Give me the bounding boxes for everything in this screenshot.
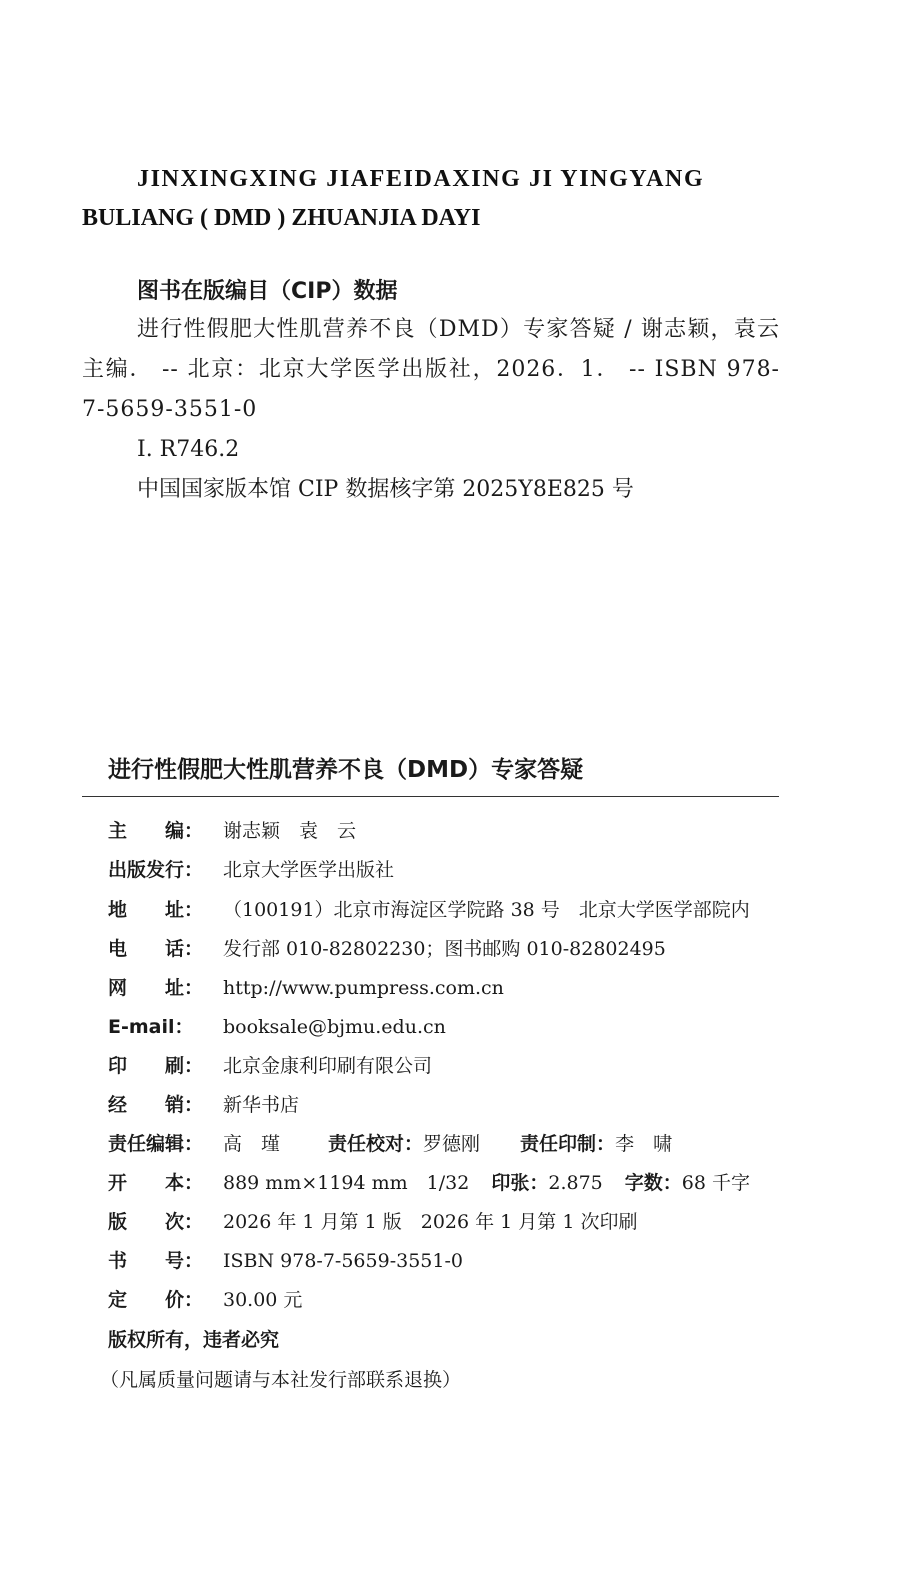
- info-row-phone: [108, 934, 666, 961]
- info-label: 电 话：: [108, 938, 204, 960]
- info-row-editor: [108, 816, 356, 843]
- info-row-website: [108, 973, 504, 1000]
- book-title: 进行性假肥大性肌营养不良（DMD）专家答疑: [108, 757, 584, 783]
- info-value: ISBN 978-7-5659-3551-0: [223, 1250, 463, 1272]
- info-value: 新华书店: [223, 1094, 300, 1116]
- pinyin-title-line-2: BULIANG ( DMD ) ZHUANJIA DAYI: [82, 205, 481, 231]
- info-value: 高 瑾: [223, 1133, 281, 1155]
- info-label: 网 址：: [108, 977, 204, 999]
- info-label: 责任印制：: [520, 1133, 616, 1155]
- info-row-edition: [108, 1207, 637, 1234]
- info-label: 印 刷：: [108, 1055, 204, 1077]
- info-label: 主 编：: [108, 820, 204, 842]
- info-value: 2026 年 1 月第 1 版 2026 年 1 月第 1 次印刷: [223, 1211, 638, 1233]
- info-value: 68 千字: [681, 1172, 751, 1194]
- info-label: 印张：: [491, 1172, 549, 1194]
- info-value: 罗德刚: [423, 1133, 481, 1155]
- info-value: 李 啸: [615, 1133, 673, 1155]
- email-address: booksale@bjmu.edu.cn: [223, 1016, 446, 1038]
- info-row-printer: [108, 1051, 432, 1078]
- divider: [82, 796, 779, 797]
- info-row-isbn: [108, 1246, 463, 1273]
- cip-body: 进行性假肥大性肌营养不良（DMD）专家答疑 / 谢志颖，袁云主编． -- 北京：北京大学医学出版社，2026．1． -- ISBN 978-7-5659-3551-0: [82, 317, 780, 422]
- info-label: 开 本：: [108, 1172, 204, 1194]
- info-value: 发行部 010-82802230；图书邮购 010-82802495: [223, 938, 666, 960]
- info-row-email: [108, 1012, 446, 1039]
- info-value: 北京金康利印刷有限公司: [223, 1055, 433, 1077]
- info-label: 经 销：: [108, 1094, 204, 1116]
- copyright-notice: 版权所有，违者必究: [108, 1329, 280, 1351]
- info-value: 889 mm×1194 mm 1/32: [223, 1172, 470, 1194]
- info-value: （100191）北京市海淀区学院路 38 号 北京大学医学部院内: [223, 899, 750, 921]
- info-label: 字数：: [624, 1172, 682, 1194]
- info-value: 30.00 元: [223, 1289, 303, 1311]
- exchange-note: （凡属质量问题请与本社发行部联系退换）: [100, 1369, 462, 1391]
- cip-data-number: 中国国家版本馆 CIP 数据核字第 2025Y8E825 号: [137, 477, 634, 502]
- pinyin-title-line-1: JINXINGXING JIAFEIDAXING JI YINGYANG: [137, 166, 705, 192]
- info-row-price: [108, 1285, 302, 1312]
- info-row-distributor: [108, 1090, 299, 1117]
- info-label: 责任校对：: [328, 1133, 424, 1155]
- info-row-format: [108, 1168, 750, 1195]
- info-value: 2.875: [548, 1172, 603, 1194]
- website-link: http://www.pumpress.com.cn: [223, 977, 504, 999]
- info-label: 出版发行：: [108, 859, 204, 881]
- info-label: 责任编辑：: [108, 1133, 204, 1155]
- info-label: E-mail：: [108, 1016, 194, 1038]
- cip-classification: Ⅰ. R746.2: [137, 437, 240, 462]
- info-row-publisher: [108, 855, 394, 882]
- info-row-address: [108, 895, 750, 922]
- info-label: 定 价：: [108, 1289, 204, 1311]
- info-value: 北京大学医学出版社: [223, 859, 395, 881]
- info-row-responsibility: [108, 1129, 672, 1156]
- info-label: 地 址：: [108, 899, 204, 921]
- cip-heading: 图书在版编目（CIP）数据: [137, 279, 398, 304]
- info-label: 版 次：: [108, 1211, 204, 1233]
- info-value: 谢志颖 袁 云: [223, 820, 357, 842]
- info-label: 书 号：: [108, 1250, 204, 1272]
